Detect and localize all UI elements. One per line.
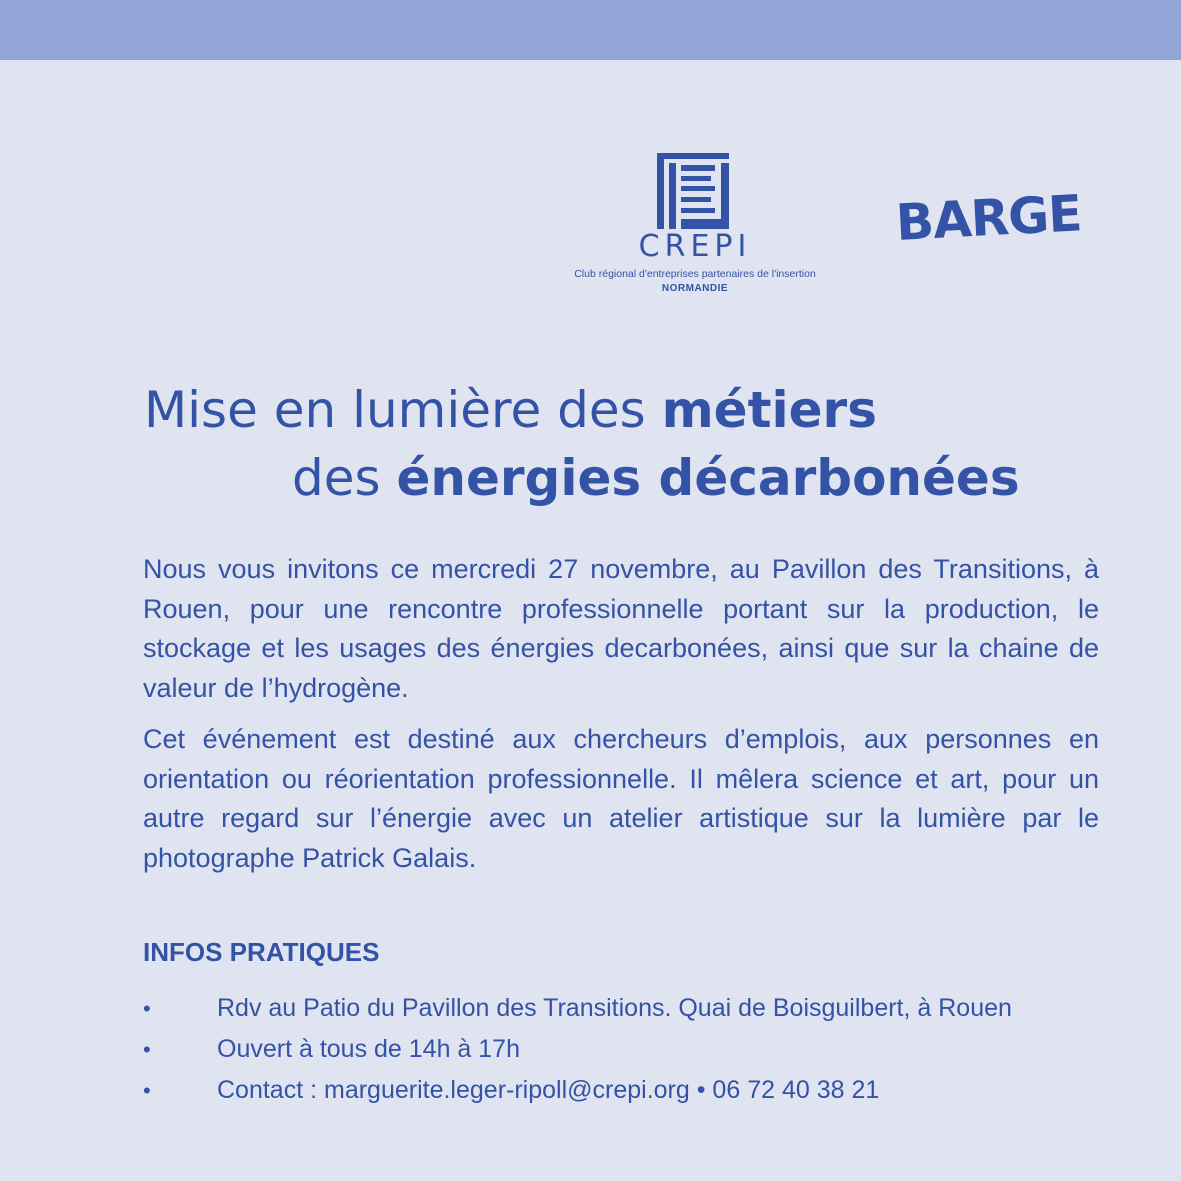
infos-list [143,988,1103,1111]
crepi-logo-name: CREPI [638,229,752,264]
infos-item-contact [143,1070,1103,1111]
barge-logo: BARGE [894,184,1083,252]
bullet-icon: • [143,1078,151,1103]
intro-paragraph: Nous vous invitons ce mercredi 27 novembre, au Pavillon des Transitions, à Rouen, pour une rencontre professionnelle portant sur la production, le stockage et les usages des énergies decarbonées, ainsi que sur la chaine de valeur de l’hydrogène. [143,554,1099,703]
crepi-logo-region: NORMANDIE [661,283,729,294]
infos-item-location [143,988,1103,1029]
title-line-1 [0,376,1181,444]
title-line-1-regular: Mise en lumière des [144,381,662,439]
crepi-logo-mark-icon [655,153,731,229]
page-title [0,376,1181,512]
top-color-band [0,0,1181,60]
infos-item-text: Ouvert à tous de 14h à 17h [217,1035,520,1063]
title-line-1-bold: métiers [661,381,877,439]
infos-item-text: Contact : marguerite.leger-ripoll@crepi.org • 06 72 40 38 21 [217,1076,880,1104]
title-line-2-regular: des [292,449,397,507]
title-line-2-bold: énergies décarbonées [396,449,1020,507]
title-line-2 [0,444,1181,512]
infos-item-hours [143,1029,1103,1070]
crepi-logo [545,150,845,300]
audience-paragraph: Cet événement est destiné aux chercheurs d’emplois, aux personnes en orientation ou réorientation professionnelle. Il mêlera science et art, pour un autre regard sur l’énergie avec un atelier artistique sur la lumière par le photographe Patrick Galais. [143,724,1099,873]
infos-heading: INFOS PRATIQUES [143,937,380,967]
bullet-icon: • [143,1037,151,1062]
crepi-logo-tagline: Club régional d'entreprises partenaires de l'insertion [574,268,816,280]
bullet-icon: • [143,996,151,1021]
infos-item-text: Rdv au Patio du Pavillon des Transitions. Quai de Boisguilbert, à Rouen [217,994,1012,1022]
